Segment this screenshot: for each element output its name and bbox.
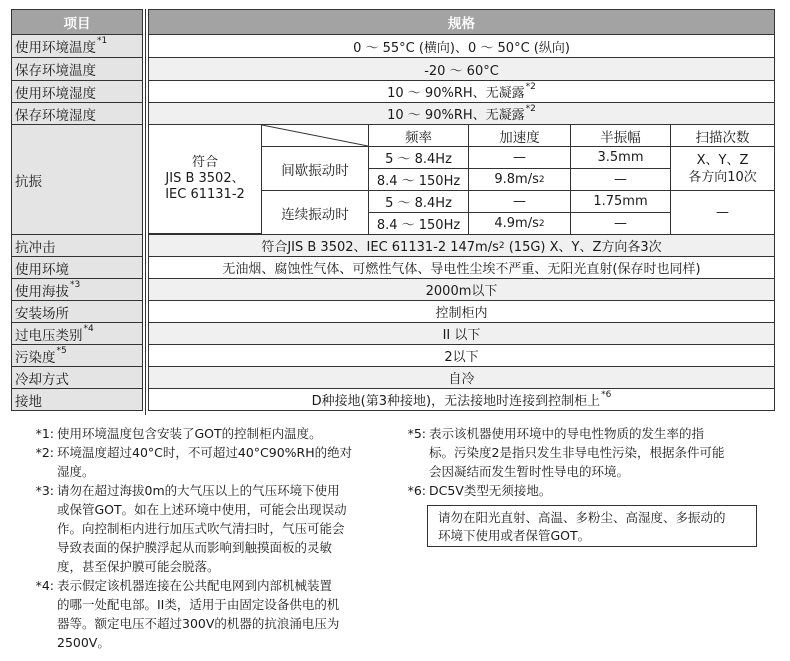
footnote-mark: *4	[83, 323, 94, 334]
value-text: 5 ～ 8.4Hz	[385, 196, 452, 211]
footnote-line: 标。污染度2是指只发生非导电性污染，根据条件可能	[429, 445, 725, 460]
cell-freq	[369, 147, 469, 169]
cell-amp	[571, 191, 671, 213]
footnote-line: 2500V。	[57, 635, 110, 650]
footnote-line: 湿度。	[57, 464, 95, 479]
standard-line: IEC 61131-2	[165, 187, 245, 202]
row-label-installation	[11, 300, 143, 323]
footnote-mark: *5:	[407, 426, 426, 441]
footnote-mark: *2:	[35, 445, 54, 460]
row-label-vibration	[11, 124, 143, 235]
diagonal-header-cell	[262, 125, 369, 147]
label-text: 连续振动时	[281, 206, 349, 223]
cell-accel: 9.8m/s 2	[469, 169, 571, 191]
value-text: —	[716, 205, 729, 220]
footnote-5	[392, 424, 782, 481]
cell-amp	[571, 147, 671, 169]
vibration-spec-block	[148, 124, 775, 235]
row-label-storage-temp	[11, 57, 143, 81]
footnote-6	[392, 481, 782, 500]
footnote-mark: *2	[525, 103, 536, 114]
value-text: 9.8m/s	[494, 172, 539, 187]
row-value-environment	[148, 256, 775, 279]
column-divider	[145, 9, 146, 415]
value-text: 3.5mm	[597, 150, 644, 165]
cell-freq	[369, 169, 469, 191]
footnote-mark: *6:	[407, 483, 426, 498]
header-spec	[148, 9, 775, 35]
footnote-mark: *6	[601, 389, 612, 400]
value-text: 8.4 ～ 150Hz	[376, 218, 461, 233]
header-text: 频率	[405, 129, 432, 146]
footnote-line: 会因凝结而发生暂时性导电的环境。	[429, 464, 630, 479]
value-text: 自冷	[448, 372, 475, 387]
row-value-pollution	[148, 344, 775, 367]
header-text: 半振幅	[600, 129, 641, 146]
row-value-storage-humidity	[148, 102, 775, 125]
value-text: X、Y、Z	[696, 152, 749, 168]
row-label-altitude	[11, 278, 143, 301]
footnote-2	[20, 443, 400, 481]
value-text: 4.9m/s	[494, 216, 539, 231]
value-text: 8.4 ～ 150Hz	[376, 174, 461, 189]
label-text: 保存环境湿度	[15, 107, 96, 124]
label-text: 间歇振动时	[281, 162, 349, 179]
warning-line: 环境下使用或者保管GOT。	[438, 528, 591, 543]
header-item-label: 项目	[63, 16, 91, 32]
row-label-operating-humidity	[11, 80, 143, 103]
value-text: 符合JIS B 3502、IEC 61131-2 147m/s	[261, 240, 499, 255]
cell-amp	[571, 213, 671, 234]
footnote-line: 表示假定该机器连接在公共配电网到内部机械装置	[57, 578, 333, 593]
value-text: 控制柜内	[435, 306, 488, 321]
col-header-half-amplitude	[571, 125, 671, 147]
footnote-mark: *5	[56, 345, 67, 356]
value-text: II 以下	[442, 328, 481, 343]
footnote-mark: *1:	[35, 426, 54, 441]
label-text: 抗振	[15, 173, 42, 190]
row-value-altitude	[148, 278, 775, 301]
cell-freq	[369, 213, 469, 234]
cell-accel	[469, 147, 571, 169]
footnote-mark: *3:	[35, 483, 54, 498]
footnote-line: 表示该机器使用环境中的导电性物质的发生率的指	[429, 426, 705, 441]
label-text: 使用海拔	[15, 283, 69, 300]
label-text: 使用环境湿度	[15, 85, 96, 102]
row-label-grounding	[11, 388, 143, 411]
cell-accel: 4.9m/s 2	[469, 213, 571, 234]
row-value-installation	[148, 300, 775, 323]
row-value-storage-temp	[148, 57, 775, 81]
label-text: 抗冲击	[15, 239, 56, 256]
row-value-shock: 符合JIS B 3502、IEC 61131-2 147m/s 2 (15G) X、Y、Z方向各3次	[148, 234, 775, 257]
row-label-environment	[11, 256, 143, 279]
value-text: —	[614, 216, 627, 231]
header-text: 加速度	[499, 129, 540, 146]
label-text: 过电压类别	[15, 327, 83, 344]
value-text: —	[513, 194, 526, 209]
label-text: 使用环境	[15, 261, 69, 278]
cell-accel	[469, 191, 571, 213]
row-value-cooling	[148, 366, 775, 389]
label-text: 使用环境温度	[15, 40, 96, 56]
col-header-frequency	[369, 125, 469, 147]
standard-line: JIS B 3502、	[165, 171, 245, 186]
row-label-operating-temp	[11, 34, 143, 58]
header-text: 扫描次数	[695, 129, 750, 146]
warning-line: 请勿在阳光直射、高温、多粉尘、高湿度、多振动的	[438, 510, 726, 525]
row-label-shock	[11, 234, 143, 257]
value-text: (15G) X、Y、Z方向各3次	[504, 240, 662, 255]
footnote-1	[20, 424, 400, 443]
footnote-line: 或保管GOT。如在上述环境中使用，可能会出现误动	[57, 502, 347, 517]
vibration-standard	[149, 125, 262, 234]
label-text: 冷却方式	[15, 371, 69, 388]
cell-sweep-intermittent	[671, 147, 774, 191]
footnote-line: DC5V类型无须接地。	[429, 483, 552, 498]
label-text: 接地	[15, 393, 42, 410]
diagonal-line-icon	[262, 125, 368, 146]
footnote-line: 使用环境温度包含安装了GOT的控制柜内温度。	[57, 426, 322, 441]
footnote-mark: *4:	[35, 578, 54, 593]
row-label-storage-humidity	[11, 102, 143, 125]
label-text: 安装场所	[15, 305, 69, 322]
value-text: —	[614, 172, 627, 187]
footnote-line: 作。向控制柜内进行加压式吹气清扫时，气压可能会	[57, 521, 345, 536]
row-value-grounding	[148, 388, 775, 411]
header-item	[11, 9, 143, 35]
col-header-sweep-count	[671, 125, 774, 147]
value-text: -20 ～ 60°C	[424, 63, 499, 79]
footnote-line: 环境温度超过40°C时，不可超过40°C90%RH的绝对	[57, 445, 353, 460]
label-text: 保存环境温度	[15, 63, 96, 79]
footnote-mark: *2	[525, 81, 536, 92]
standard-line: 符合	[191, 155, 218, 170]
value-text: —	[513, 150, 526, 165]
footnotes-left	[20, 424, 400, 652]
value-text: 0 ～ 55°C (横向)、0 ～ 50°C (纵向)	[353, 40, 570, 56]
row-label-overvoltage	[11, 322, 143, 345]
value-text: 2000m以下	[425, 284, 498, 299]
value-text: 10 ～ 90%RH、无凝露	[387, 108, 525, 123]
value-text: D种接地(第3种接地)，无法接地时连接到控制柜上	[311, 394, 601, 409]
footnote-line: 器等。额定电压不超过300V的机器的抗浪涌电压为	[57, 616, 340, 631]
value-text: 各方向10次	[688, 169, 757, 185]
value-text: 无油烟、腐蚀性气体、可燃性气体、导电性尘埃不严重、无阳光直射(保存时也同样)	[222, 262, 701, 277]
label-text: 污染度	[15, 349, 56, 366]
header-spec-label: 规格	[448, 16, 475, 32]
footnote-line: 请勿在超过海拔0m的大气压以上的气压环境下使用	[57, 483, 340, 498]
footnote-mark: *1	[97, 36, 108, 46]
value-text: 5 ～ 8.4Hz	[385, 152, 452, 167]
col-header-acceleration	[469, 125, 571, 147]
cell-sweep-continuous	[671, 191, 774, 234]
footnote-line: 导致表面的保护膜浮起从而影响到触摸面板的灵敏	[57, 540, 333, 555]
cell-amp	[571, 169, 671, 191]
value-text: 1.75mm	[593, 194, 648, 209]
cell-freq	[369, 191, 469, 213]
row-value-overvoltage	[148, 322, 775, 345]
footnotes-right	[392, 424, 782, 500]
row-value-operating-temp	[148, 34, 775, 58]
intermittent-vibration-label	[262, 147, 369, 191]
row-label-pollution	[11, 344, 143, 367]
footnote-line: 的哪一处配电部。II类，适用于由固定设备供电的机	[57, 597, 340, 612]
row-value-operating-humidity	[148, 80, 775, 103]
row-label-cooling	[11, 366, 143, 389]
warning-box	[427, 505, 757, 547]
footnote-line: 度，甚至保护膜可能会脱落。	[57, 559, 220, 574]
footnote-mark: *3	[70, 279, 81, 290]
footnote-4	[20, 576, 400, 652]
value-text: 2以下	[444, 350, 479, 365]
value-text: 10 ～ 90%RH、无凝露	[387, 86, 525, 101]
continuous-vibration-label	[262, 191, 369, 234]
footnote-3	[20, 481, 400, 576]
